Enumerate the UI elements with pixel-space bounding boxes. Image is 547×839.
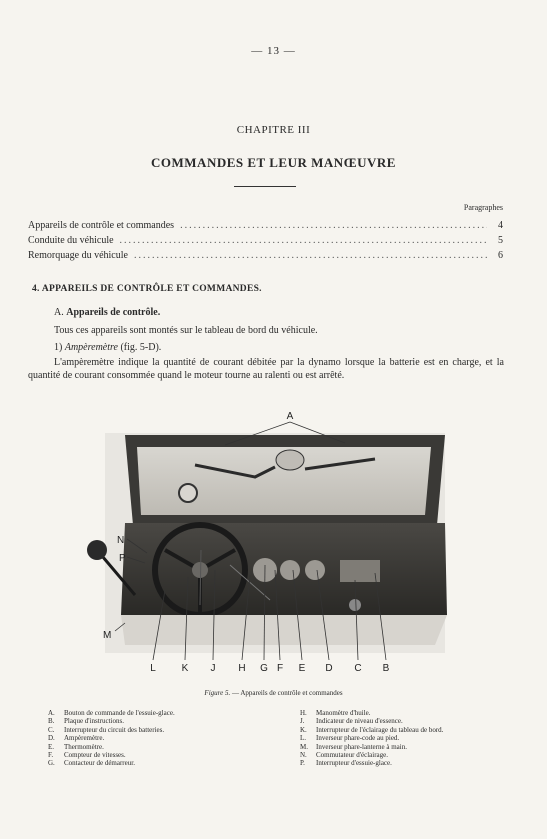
- wiper-motor: [276, 450, 304, 470]
- legend-key: N.: [300, 751, 307, 760]
- mirror: [179, 484, 197, 502]
- legend-key: M.: [300, 742, 308, 751]
- figure-label-bottom: J: [210, 663, 216, 674]
- chapter-heading: CHAPITRE III: [236, 124, 311, 136]
- figure-label-bottom: B: [382, 663, 390, 674]
- toc-leader: [120, 235, 487, 246]
- legend-value: Interrupteur du circuit des batteries.: [64, 725, 165, 734]
- legend-item: [48, 743, 175, 751]
- legend-item: [48, 751, 175, 759]
- toc-label: Conduite du véhicule: [28, 235, 114, 246]
- figure-caption-text: — Appareils de contrôle et commandes: [231, 689, 343, 697]
- floor: [121, 615, 447, 645]
- figure-label-bottom: F: [276, 663, 284, 674]
- instruction-plate: [340, 560, 380, 582]
- figure-label-side: P: [119, 553, 126, 564]
- legend-value: Interrupteur de l'éclairage du tableau de bord.: [316, 725, 444, 734]
- legend-value: Bouton de commande de l'essuie-glace.: [64, 709, 175, 717]
- toc-row: [28, 235, 503, 246]
- toc-label: Remorquage du véhicule: [28, 250, 128, 261]
- legend-value: Contacteur de démarreur.: [64, 759, 135, 768]
- legend-right: [300, 709, 443, 768]
- legend-value: Compteur de vitesses.: [64, 751, 126, 760]
- toc-row: [28, 250, 503, 261]
- gauge: [280, 560, 300, 580]
- page-number: — 13 —: [251, 45, 296, 57]
- subsection-heading: [54, 307, 160, 318]
- legend-item: [48, 709, 175, 717]
- subsection-title: Appareils de contrôle.: [66, 307, 161, 318]
- toc-number: 5: [498, 235, 503, 246]
- legend-key: K.: [300, 725, 307, 734]
- legend-item: [300, 734, 443, 742]
- toc-leader: [180, 220, 487, 231]
- figure-caption: [0, 689, 547, 697]
- legend-key: L.: [300, 734, 307, 743]
- section-heading: 4. APPAREILS DE CONTRÔLE ET COMMANDES.: [32, 284, 262, 294]
- legend-value: Manomètre d'huile.: [316, 709, 371, 717]
- subsection-prefix: A.: [54, 307, 64, 318]
- switch: [349, 599, 361, 611]
- legend-value: Inverseur phare-code au pied.: [316, 734, 400, 743]
- title-divider: [234, 186, 296, 187]
- item-prefix: 1): [54, 342, 63, 353]
- legend-key: D.: [48, 734, 55, 743]
- legend-key: J.: [300, 717, 305, 726]
- legend-value: Thermomètre.: [64, 742, 104, 751]
- item-heading: [54, 342, 161, 353]
- legend-key: C.: [48, 725, 55, 734]
- figure-caption-label: Figure 5.: [204, 689, 231, 697]
- legend-item: [300, 709, 443, 717]
- legend-value: Interrupteur d'essuie-glace.: [316, 759, 392, 768]
- legend-left: [48, 709, 175, 768]
- figure-label-bottom: D: [325, 663, 333, 674]
- toc-leader: [134, 250, 487, 261]
- figure-label-bottom: C: [354, 663, 362, 674]
- figure-label-side: N: [117, 535, 125, 546]
- dashboard-photo: [85, 405, 460, 680]
- body-paragraph: L'ampèremètre indique la quantité de courant débitée par la dynamo lorsque la batterie est en charge, et la quantité de courant consommée quand le moteur tourne au ralenti ou est arrêté.: [28, 357, 504, 381]
- lever-knob: [87, 540, 107, 560]
- legend-item: [48, 726, 175, 734]
- legend-value: Inverseur phare-lanterne à main.: [316, 742, 407, 751]
- legend-key: E.: [48, 742, 55, 751]
- legend-key: G.: [48, 759, 55, 768]
- legend-item: [300, 743, 443, 751]
- figure-label-top: A: [286, 411, 294, 422]
- figure-label-bottom: H: [238, 663, 246, 674]
- legend-item: [300, 751, 443, 759]
- toc-header: Paragraphes: [463, 203, 503, 212]
- toc-number: 6: [498, 250, 503, 261]
- legend-item: [300, 717, 443, 725]
- legend-value: Plaque d'instructions.: [64, 717, 124, 726]
- legend-item: [48, 734, 175, 742]
- legend-key: H.: [300, 709, 307, 717]
- item-name: Ampèremètre: [64, 342, 118, 353]
- legend-key: A.: [48, 709, 55, 717]
- legend-item: [300, 759, 443, 767]
- toc-number: 4: [498, 220, 503, 231]
- legend-item: [48, 759, 175, 767]
- legend-item: [300, 726, 443, 734]
- legend-key: P.: [300, 759, 305, 768]
- figure-label-bottom: K: [181, 663, 189, 674]
- figure-label-bottom: G: [260, 663, 268, 674]
- legend-value: Commutateur d'éclairage.: [316, 751, 389, 760]
- intro-text: Tous ces appareils sont montés sur le tableau de bord du véhicule.: [54, 325, 318, 336]
- legend-key: F.: [48, 751, 54, 760]
- gauge: [305, 560, 325, 580]
- page-title: COMMANDES ET LEUR MANŒUVRE: [151, 155, 396, 170]
- legend-item: [48, 717, 175, 725]
- figure-label-bottom: L: [150, 663, 156, 674]
- legend-value: Ampèremètre.: [64, 734, 105, 743]
- figure-label-bottom: E: [298, 663, 306, 674]
- toc-row: [28, 220, 503, 231]
- toc-label: Appareils de contrôle et commandes: [28, 220, 175, 231]
- item-ref: (fig. 5-D).: [120, 342, 162, 353]
- figure-label-side: M: [103, 630, 112, 641]
- legend-key: B.: [48, 717, 55, 726]
- legend-value: Indicateur de niveau d'essence.: [316, 717, 403, 726]
